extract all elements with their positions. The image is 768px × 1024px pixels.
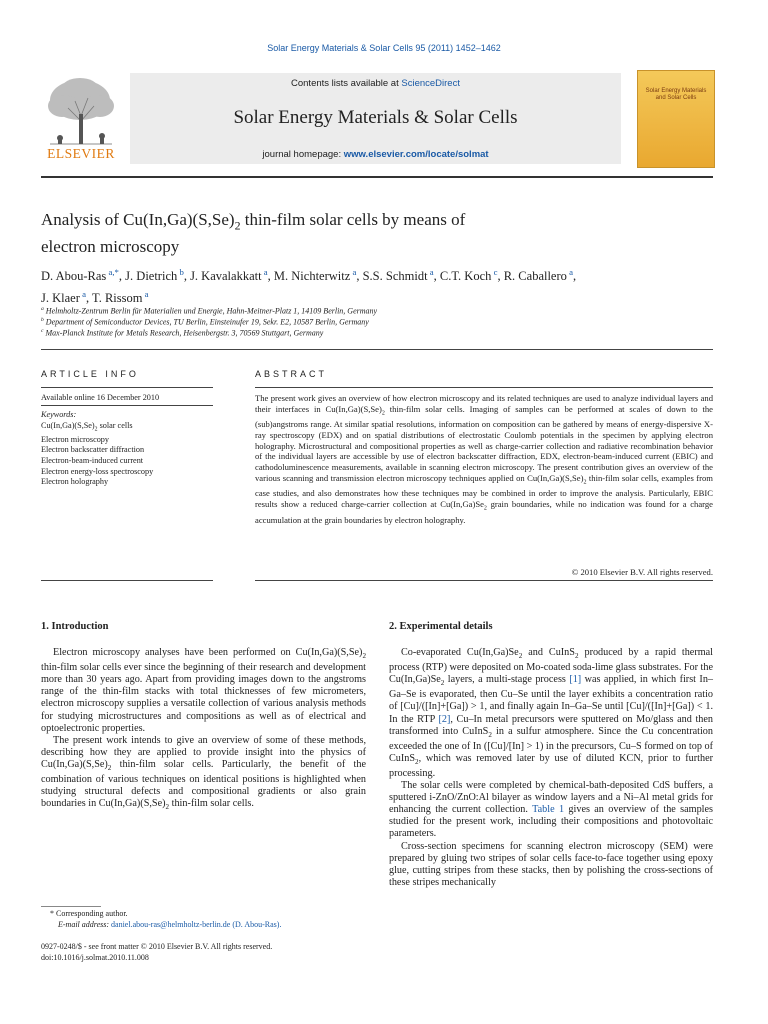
author-separator: , — [85, 291, 92, 306]
intro-p2b: thin-film solar cells. Particularly, the benefit of the combination of various techniques on identical positions is highlighted when studying structural defects and compositional gradients or also grain boundaries in Cu(In,Ga)(S,Se) — [41, 758, 366, 810]
exp-p1d: layers, a multi-stage process — [444, 674, 570, 686]
keywords-block — [41, 410, 216, 488]
author-affiliation-marker[interactable]: a,* — [106, 267, 119, 277]
keyword-item: Electron energy-loss spectroscopy — [41, 466, 154, 476]
issn-line: 0927-0248/$ - see front matter © 2010 Elsevier B.V. All rights reserved. — [41, 942, 273, 951]
exp-sub: 2 — [574, 652, 579, 661]
author-separator: , — [356, 269, 363, 284]
available-online: Available online 16 December 2010 — [41, 393, 160, 402]
abstract-text — [255, 393, 713, 525]
author-affiliation-marker[interactable]: a — [427, 267, 434, 277]
email-link[interactable]: daniel.abou-ras@helmholtz-berlin.de (D. Abou-Ras). — [111, 920, 282, 929]
author-list — [41, 263, 721, 307]
exp-p2b: gives an overview of the samples studied for the present work, including their compositions and photovoltaic parameters. — [389, 804, 713, 840]
email-label: E-mail address: — [58, 920, 112, 929]
affiliation-c — [41, 328, 323, 338]
author-name: T. Rissom — [91, 291, 143, 306]
elsevier-wordmark: ELSEVIER — [47, 146, 115, 161]
intro-sub: 2 — [165, 803, 170, 812]
exp-p1b: and CuInS — [522, 647, 575, 658]
intro-paragraph-1 — [41, 647, 366, 735]
keyword1-sub: 2 — [94, 426, 98, 433]
affiliation-divider — [41, 349, 713, 350]
intro-p2c: thin-film solar cells. — [169, 798, 254, 810]
doi-link[interactable]: doi:10.1016/j.solmat.2010.11.008 — [41, 953, 149, 962]
author-separator: , — [118, 269, 126, 284]
affiliation-b — [41, 317, 369, 327]
author-affiliation-marker[interactable]: a — [142, 289, 149, 300]
title-part2: thin-film solar cells by means of — [240, 210, 466, 229]
exp-sub: 2 — [488, 730, 492, 739]
abstract-part1: The present work gives an overview of how electron microscopy and its related techniques are used to analyze individual layers and their interfaces in Cu(In,Ga)(S,Se) — [255, 393, 713, 414]
exp-p1f: , Cu–In metal precursors were sputtered on Mo/glass and then transformed into CuInS — [389, 713, 713, 737]
cover-title: Solar Energy Materials and Solar Cells — [645, 88, 707, 101]
abstract-bottom-rule — [255, 580, 713, 581]
keyword-item: Electron backscatter diffraction — [41, 445, 145, 455]
keywords-label: Keywords: — [41, 410, 77, 419]
author-separator: , — [572, 269, 577, 284]
abstract-part2: thin-film solar cells. Imaging of samples can be performed at scales of down to the (sub)angstroms range. At similar spatial resolutions, information on composition can be gathered by means of energy-dispersive X-ray spectroscopy (EDX) and on spatial distributions of electrostatic Coulomb potentials in the specimen by applying electron holography. Microstructural and compositional properties as well as charge-carrier collection and radiative recombination behavior of the individual layers are accessible by use of electron backscatter diffraction, EDX, electron-beam-induced current (EBIC) and cathodoluminescence measurements, available in scanning electron microscopy. The present contribution gives an overview of the various scanning and transmission electron microscopy techniques applied on Cu(In,Ga)(S,Se) — [255, 403, 713, 483]
experimental-body — [389, 647, 713, 889]
title-sub: 2 — [234, 218, 241, 233]
header-divider — [41, 176, 713, 178]
experimental-heading: 2. Experimental details — [389, 621, 493, 632]
article-info-rule — [41, 387, 213, 388]
abstract-sub: 2 — [583, 479, 587, 486]
homepage-prefix: journal homepage: — [262, 149, 344, 160]
authors-line-2 — [41, 285, 721, 307]
author-separator: , — [267, 269, 274, 284]
table-1-link[interactable]: Table 1 — [532, 804, 565, 816]
intro-p2a: The present work intends to give an overview of some of these methods, describing how they are applied to provide insight into the physics of Cu(In,Ga)(S,Se) — [41, 734, 366, 770]
author-affiliation-marker[interactable]: b — [177, 267, 184, 277]
abstract-copyright: © 2010 Elsevier B.V. All rights reserved. — [571, 567, 713, 577]
elsevier-tree-logo — [40, 76, 122, 146]
author-separator: , — [183, 269, 191, 284]
author-affiliation-marker[interactable]: a — [261, 267, 268, 277]
exp-sub: 2 — [440, 679, 445, 688]
abstract-sub: 2 — [483, 505, 487, 512]
journal-title: Solar Energy Materials & Solar Cells — [233, 107, 518, 128]
abstract-rule — [255, 387, 713, 388]
article-info-heading: ARTICLE INFO — [41, 369, 139, 379]
authors-line-1 — [41, 263, 721, 285]
author-name: D. Abou-Ras — [41, 269, 107, 284]
author-name: R. Caballero — [503, 269, 567, 284]
article-title — [41, 209, 681, 258]
intro-p1a: Electron microscopy analyses have been performed on Cu(In,Ga)(S,Se) — [53, 647, 363, 658]
journal-reference-link[interactable]: Solar Energy Materials & Solar Cells 95 (2011) 1452–1462 — [267, 43, 501, 53]
affiliation-a — [41, 306, 377, 316]
author-affiliation-marker[interactable]: a — [350, 267, 357, 277]
author-separator: , — [433, 269, 440, 284]
exp-paragraph-1 — [389, 647, 713, 780]
affiliation-b-sup: b — [41, 317, 44, 323]
author-affiliation-marker[interactable]: c — [491, 267, 498, 277]
footnote-rule — [41, 906, 101, 907]
affiliation-b-text: Department of Semiconductor Devices, TU Berlin, Einsteinufer 19, Sekr. E2, 10587 Berlin, Germany — [45, 317, 369, 327]
abstract-heading: ABSTRACT — [255, 369, 328, 379]
author-name: M. Nichterwitz — [273, 269, 351, 284]
introduction-heading: 1. Introduction — [41, 621, 109, 632]
author-name: J. Klaer — [41, 291, 80, 306]
exp-p1h: , which was removed later by use of diluted KCN, prior to further processing. — [389, 752, 713, 779]
author-name: C.T. Koch — [439, 269, 492, 284]
affiliation-c-text: Max-Planck Institute for Metals Research, Heisenbergstr. 3, 70569 Stuttgart, Germany — [45, 328, 324, 338]
keywords-rule — [41, 405, 213, 406]
contents-line — [130, 78, 621, 89]
intro-paragraph-2 — [41, 735, 366, 814]
abstract-part3: thin-film solar cells, examples from case studies, and also demonstrates how these techniques may be combined in order to improve the analysis. Particularly, EBIC results show a reduced charge-carrier collection at Cu(In,Ga)Se — [255, 472, 713, 510]
journal-cover-image[interactable] — [637, 70, 715, 168]
abstract-sub: 2 — [381, 410, 385, 417]
author-name: S.S. Schmidt — [362, 269, 428, 284]
exp-paragraph-2 — [389, 780, 713, 840]
author-name: J. Dietrich — [125, 269, 178, 284]
reference-1-link[interactable]: [1] — [569, 674, 582, 686]
homepage-link[interactable]: www.elsevier.com/locate/solmat — [343, 149, 489, 160]
exp-p1a: Co-evaporated Cu(In,Ga)Se — [401, 647, 519, 658]
exp-p1e: was applied, in which first In–Ga–Se is evaporated, then Cu–Se until the layer exhibits a concentration ratio of [Cu]/([In]+[Ga]) > 1, and finally again In–Ga–Se until [Cu]/([In]+[Ga]) < 1. In the RTP — [389, 674, 714, 725]
reference-2-link[interactable]: [2] — [438, 713, 451, 725]
exp-p1c: produced by a rapid thermal process (RTP) were deposited on Mo-coated soda-lime glass substrates. For the Cu(In,Ga)Se — [389, 647, 713, 686]
intro-sub: 2 — [107, 763, 112, 772]
exp-sub: 2 — [518, 652, 523, 661]
affiliation-a-sup: a — [41, 306, 44, 312]
exp-p1g: in a sulfur atmosphere. Since the Cu concentration exceeded the one of In ([Cu]/[In] > 1) in the precursors, Cu–S formed on top of CuInS — [389, 725, 713, 764]
intro-p1b: thin-film solar cells ever since the beginning of their research and development more than 30 years ago. Apart from providing images down to the angstroms range of the thin-film stacks with total thicknesses of few micrometers, electron microscopy supplies a versatile collection of various analysis methods for studying microstructures and compositions as well as of electrical and optoelectronic properties. — [41, 662, 366, 734]
author-affiliation-marker[interactable]: a — [566, 267, 573, 277]
exp-p2a: The solar cells were completed by chemical-bath-deposited CdS buffers, a sputtered i-ZnO/ZnO:Al bilayer as window layers and a Ni–Al metal grids for enhancing the current collection. — [389, 780, 713, 816]
exp-paragraph-3: Cross-section specimens for scanning electron microscopy (SEM) were prepared by gluing two stripes of solar cells face-to-face together using epoxy glue, cutting stripes from these stacks, then by polishing the cross-sections of these stripes mechanically — [389, 840, 713, 888]
article-info-bottom-rule — [41, 580, 213, 581]
intro-sub: 2 — [362, 652, 366, 661]
author-affiliation-marker[interactable]: a — [79, 289, 86, 300]
keyword-item: Electron microscopy — [41, 434, 109, 444]
exp-sub: 2 — [415, 757, 419, 766]
corresponding-author-note: * Corresponding author. — [50, 909, 128, 918]
homepage-line — [130, 149, 621, 160]
introduction-body — [41, 647, 366, 813]
title-part1: Analysis of Cu(In,Ga)(S,Se) — [41, 210, 235, 229]
keyword-item: Electron holography — [41, 477, 109, 487]
abstract-part4: grain boundaries, while no indication was found for a charge accumulation at the grain boundaries by electron holography. — [255, 499, 713, 525]
email-note — [58, 920, 281, 931]
author-name: J. Kavalakkatt — [190, 269, 262, 284]
author-separator: , — [497, 269, 504, 284]
keyword-item: Electron-beam-induced current — [41, 456, 144, 466]
title-line2: electron microscopy — [41, 237, 180, 257]
keyword1-part1: Cu(In,Ga)(S,Se) — [41, 420, 95, 430]
contents-prefix: Contents lists available at — [291, 78, 402, 89]
keyword1-part2: solar cells — [97, 420, 133, 430]
affiliation-a-text: Helmholtz-Zentrum Berlin für Materialien und Energie, Hahn-Meitner-Platz 1, 14109 Berlin, Germany — [45, 306, 378, 316]
keyword-item — [41, 421, 216, 435]
affiliation-c-sup: c — [41, 328, 44, 334]
sciencedirect-link[interactable]: ScienceDirect — [401, 78, 460, 89]
